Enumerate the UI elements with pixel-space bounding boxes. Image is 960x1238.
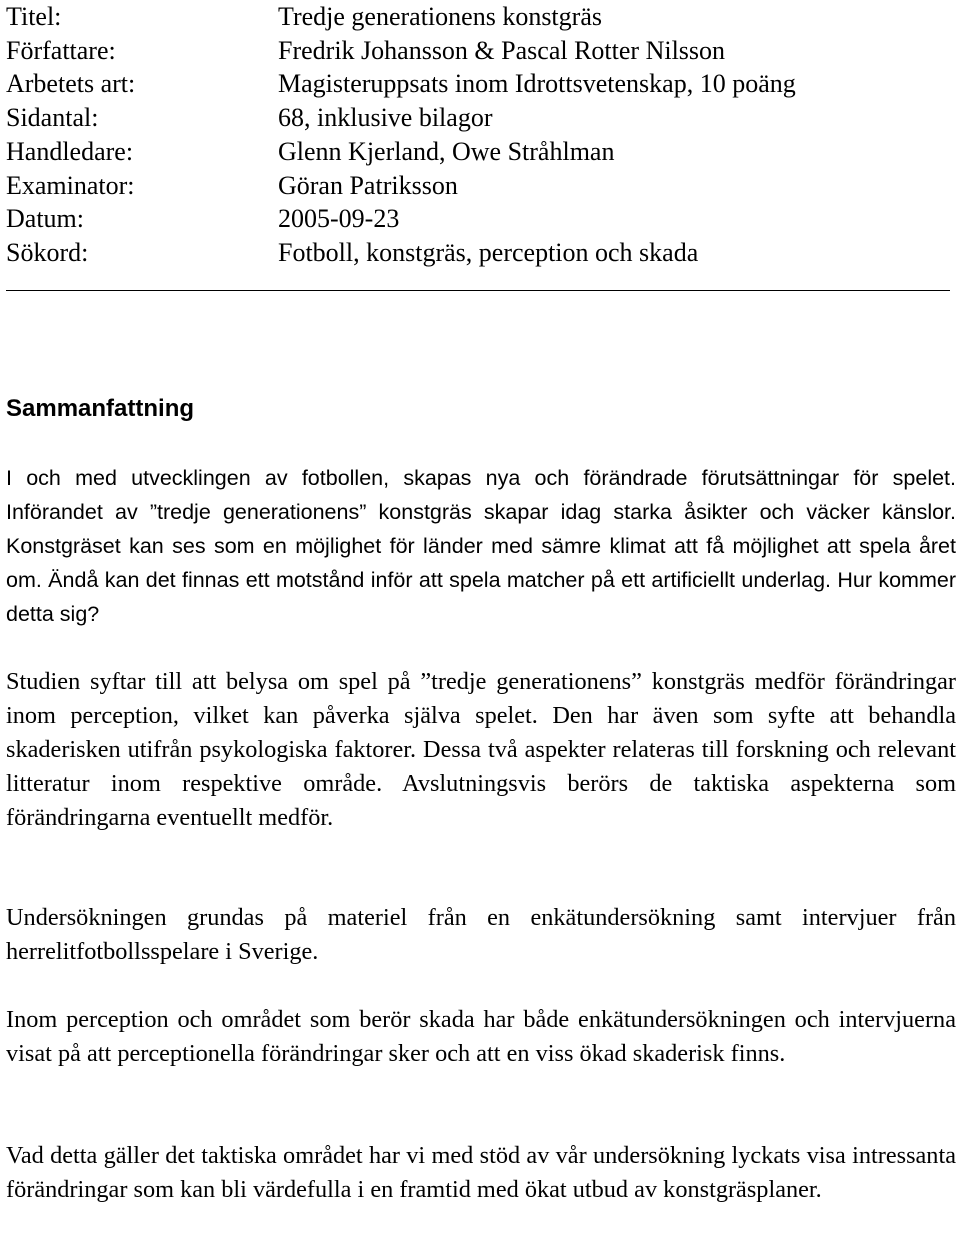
meta-row-date bbox=[6, 202, 956, 236]
summary-paragraph: Inom perception och området som berör skada har både enkätundersökningen och intervjuerna visat på att perceptionella förändringar sker och att en viss ökad skaderisk finns. bbox=[6, 1006, 956, 1067]
summary-paragraph: I och med utvecklingen av fotbollen, skapas nya och förändrade förutsättningar för spelet. Införandet av ”tredje generationens” konstgräs skapar idag starka åsikter och väcker känslor. Konstgräset kan ses som en möjlighet för länder med sämre klimat att få möjlighet att spela året om. Ändå kan det finnas ett motstånd inför att spela matcher på ett artificiellt underlag. Hur kommer detta sig? bbox=[6, 466, 956, 626]
meta-row-examiner bbox=[6, 169, 956, 203]
meta-label: Handledare: bbox=[6, 136, 134, 166]
summary-heading: Sammanfattning bbox=[6, 395, 195, 422]
summary-paragraph: Undersökningen grundas på materiel från en enkätundersökning samt intervjuer från herrelitfotbollsspelare i Sverige. bbox=[6, 904, 956, 965]
meta-label: Arbetets art: bbox=[6, 69, 136, 99]
meta-value: Fredrik Johansson & Pascal Rotter Nilsson bbox=[278, 35, 726, 65]
meta-value: Glenn Kjerland, Owe Stråhlman bbox=[278, 136, 615, 166]
summary-paragraph: Studien syftar till att belysa om spel på ”tredje generationens” konstgräs medför förändringar inom perception, vilket kan påverka själva spelet. Den har även som syfte att behandla skaderisken utifrån psykologiska faktorer. Dessa två aspekter relateras till forskning och relevant litteratur inom respektive område. Avslutningsvis berörs de taktiska aspekterna som förändringarna eventuellt medför. bbox=[6, 668, 956, 831]
meta-row-supervisor bbox=[6, 135, 956, 169]
meta-value: Göran Patriksson bbox=[278, 170, 458, 200]
meta-value: Magisteruppsats inom Idrottsvetenskap, 10 poäng bbox=[278, 69, 796, 99]
meta-label: Sökord: bbox=[6, 237, 89, 267]
meta-value: 2005-09-23 bbox=[278, 204, 400, 234]
meta-row-keywords bbox=[6, 236, 956, 270]
divider bbox=[6, 290, 950, 291]
meta-row-pages bbox=[6, 101, 956, 135]
meta-label: Sidantal: bbox=[6, 103, 99, 133]
summary-paragraph: Vad detta gäller det taktiska området har vi med stöd av vår undersökning lyckats visa intressanta förändringar som kan bli värdefulla i en framtid med ökat utbud av konstgräsplaner. bbox=[6, 1142, 956, 1203]
meta-row-type bbox=[6, 67, 956, 101]
meta-row-title bbox=[6, 0, 956, 34]
meta-label: Examinator: bbox=[6, 170, 135, 200]
meta-row-author bbox=[6, 34, 956, 68]
meta-label: Datum: bbox=[6, 204, 84, 234]
meta-value: Fotboll, konstgräs, perception och skada bbox=[278, 237, 699, 267]
meta-label: Författare: bbox=[6, 35, 116, 65]
meta-value: 68, inklusive bilagor bbox=[278, 103, 493, 133]
meta-label: Titel: bbox=[6, 2, 62, 31]
meta-value: Tredje generationens konstgräs bbox=[278, 2, 602, 31]
